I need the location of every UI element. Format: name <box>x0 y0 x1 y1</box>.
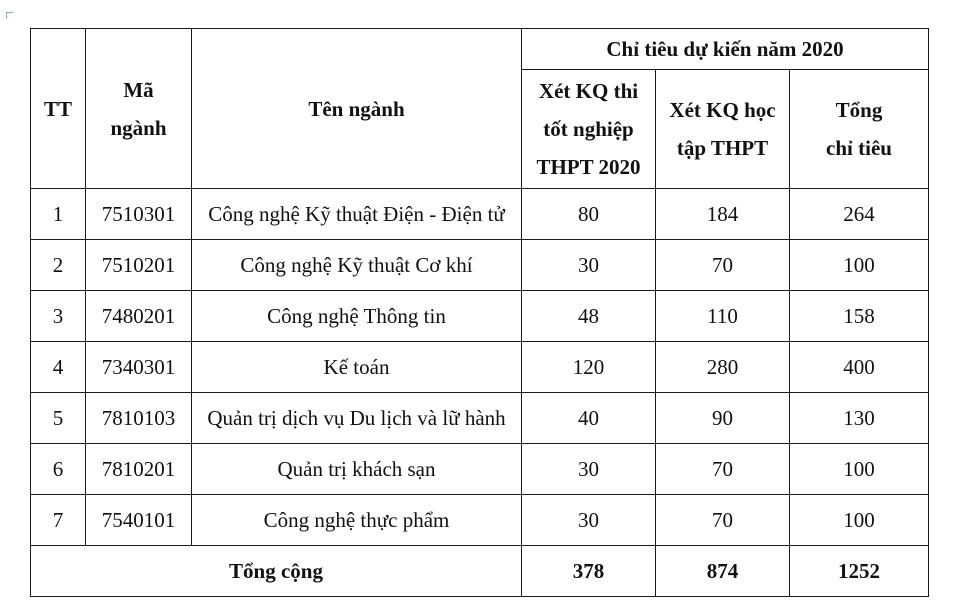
cell-tt: 1 <box>31 189 86 240</box>
header-tt: TT <box>31 29 86 189</box>
cell-ten-nganh: Công nghệ thực phẩm <box>192 495 522 546</box>
cell-xet-hoc-tap: 70 <box>656 495 790 546</box>
table-row <box>31 444 929 495</box>
cell-xet-hoc-tap: 110 <box>656 291 790 342</box>
cell-tong: 400 <box>790 342 929 393</box>
header-ten-nganh: Tên ngành <box>192 29 522 189</box>
cell-ten-nganh: Quản trị khách sạn <box>192 444 522 495</box>
cell-xet-thi: 120 <box>522 342 656 393</box>
cell-tong: 130 <box>790 393 929 444</box>
cell-xet-hoc-tap: 70 <box>656 444 790 495</box>
cell-tong: 264 <box>790 189 929 240</box>
cell-ma-nganh: 7340301 <box>86 342 192 393</box>
table-row <box>31 393 929 444</box>
table-row <box>31 240 929 291</box>
total-xet-thi: 378 <box>522 546 656 597</box>
cell-xet-thi: 30 <box>522 495 656 546</box>
cell-tt: 5 <box>31 393 86 444</box>
total-tong: 1252 <box>790 546 929 597</box>
cell-ten-nganh: Công nghệ Kỹ thuật Cơ khí <box>192 240 522 291</box>
cell-ten-nganh: Công nghệ Kỹ thuật Điện - Điện tử <box>192 189 522 240</box>
header-ma-nganh: Mã ngành <box>86 29 192 189</box>
cell-tt: 2 <box>31 240 86 291</box>
table-row <box>31 291 929 342</box>
cell-ma-nganh: 7510201 <box>86 240 192 291</box>
cell-tt: 3 <box>31 291 86 342</box>
cell-ma-nganh: 7810201 <box>86 444 192 495</box>
cell-xet-thi: 30 <box>522 240 656 291</box>
total-label: Tổng cộng <box>31 546 522 597</box>
cell-xet-hoc-tap: 280 <box>656 342 790 393</box>
header-tong-chi-tieu: Tổng chỉ tiêu <box>790 70 929 189</box>
cell-xet-hoc-tap: 70 <box>656 240 790 291</box>
cell-tong: 100 <box>790 444 929 495</box>
table-row <box>31 189 929 240</box>
table-row <box>31 495 929 546</box>
cell-xet-thi: 48 <box>522 291 656 342</box>
cell-tt: 7 <box>31 495 86 546</box>
cell-tong: 100 <box>790 495 929 546</box>
header-row-1 <box>31 29 929 70</box>
cell-tt: 6 <box>31 444 86 495</box>
header-group-chi-tieu: Chỉ tiêu dự kiến năm 2020 <box>522 29 929 70</box>
total-xet-hoc-tap: 874 <box>656 546 790 597</box>
table-row <box>31 342 929 393</box>
enrollment-quota-table <box>30 28 929 597</box>
cell-xet-thi: 40 <box>522 393 656 444</box>
cell-xet-hoc-tap: 184 <box>656 189 790 240</box>
cell-xet-hoc-tap: 90 <box>656 393 790 444</box>
cell-ma-nganh: 7540101 <box>86 495 192 546</box>
corner-mark <box>6 12 13 19</box>
cell-xet-thi: 30 <box>522 444 656 495</box>
header-xet-kq-thi: Xét KQ thi tốt nghiệp THPT 2020 <box>522 70 656 189</box>
cell-tt: 4 <box>31 342 86 393</box>
cell-ten-nganh: Quản trị dịch vụ Du lịch và lữ hành <box>192 393 522 444</box>
cell-ma-nganh: 7510301 <box>86 189 192 240</box>
cell-xet-thi: 80 <box>522 189 656 240</box>
cell-tong: 158 <box>790 291 929 342</box>
cell-ma-nganh: 7810103 <box>86 393 192 444</box>
cell-tong: 100 <box>790 240 929 291</box>
cell-ma-nganh: 7480201 <box>86 291 192 342</box>
total-row <box>31 546 929 597</box>
header-xet-kq-hoc-tap: Xét KQ học tập THPT <box>656 70 790 189</box>
cell-ten-nganh: Công nghệ Thông tin <box>192 291 522 342</box>
cell-ten-nganh: Kế toán <box>192 342 522 393</box>
